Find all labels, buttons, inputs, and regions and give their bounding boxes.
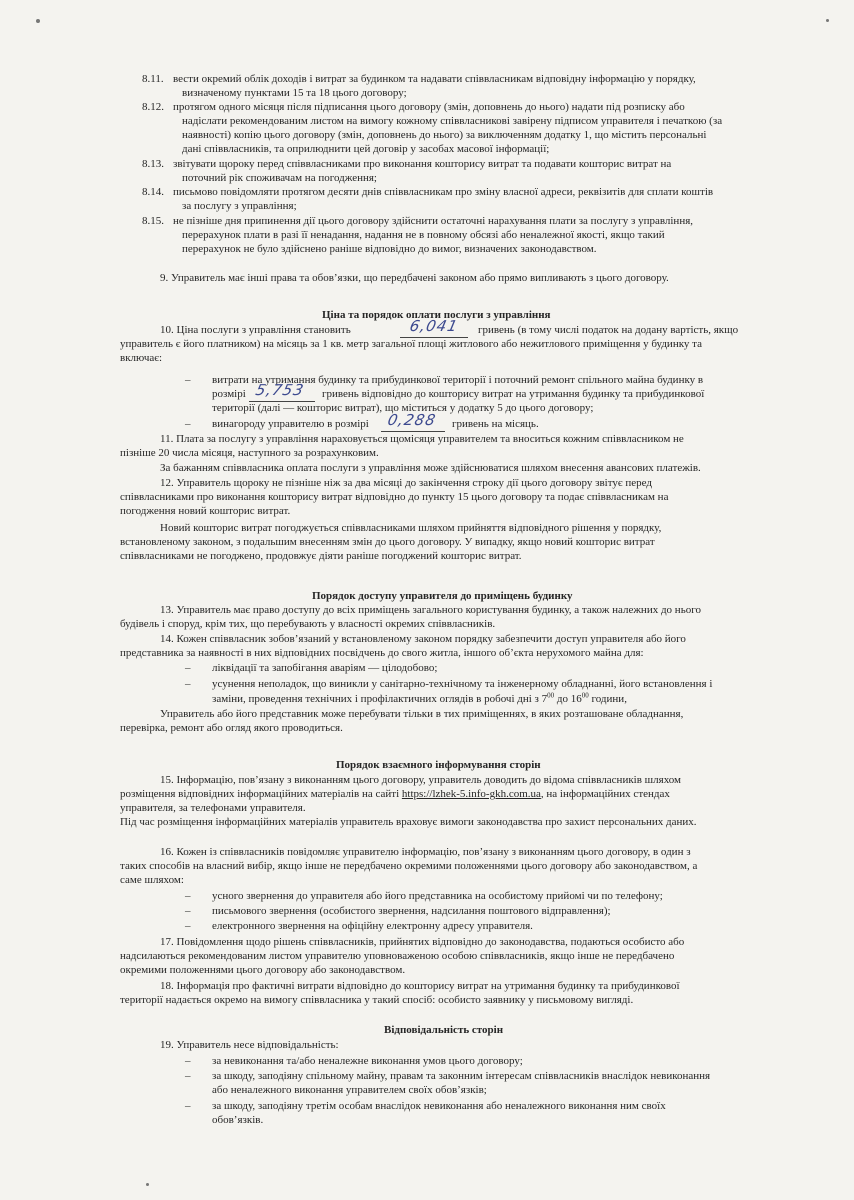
text-line: території (далі — кошторис витрат), що міститься у додатку 5 до цього договору; [212, 402, 594, 414]
text-line: витрати на утримання будинку та прибудинкової території і поточний ремонт спільного майна будинку в [212, 374, 704, 386]
text-line: таких способів на власний вибір, якщо інше не передбачено окремими положеннями цього договору або законодавством, а [120, 860, 698, 872]
dash: – [185, 905, 191, 917]
clause-number: 8.13. [142, 158, 164, 170]
text-line: визначеному пунктами 15 та 18 цього договору; [182, 87, 407, 99]
text-line: протягом одного місяця після підписання цього договору (змін, доповнень до нього) надати під розписку або [173, 101, 685, 113]
clause-number: 8.11. [142, 73, 164, 85]
text-line: Новий кошторис витрат погоджується співвласниками шляхом прийняття відповідного рішення у порядку, [160, 522, 662, 534]
dash: – [185, 920, 191, 932]
text-line: співвласниками не погоджено, продовжує діяти раніше погоджений кошторис витрат. [120, 550, 522, 562]
clause-number: 8.12. [142, 101, 164, 113]
section-heading-info: Порядок взаємного інформування сторін [336, 759, 541, 771]
text-line: перерахунок не було здійснено раніше відповідно до вимог, визначених законодавством. [182, 243, 597, 255]
website-link[interactable]: https://lzhek-5.info-gkh.com.ua [401, 788, 541, 800]
text-line: 15. Інформацію, пов’язану з виконанням цього договору, управитель доводить до відома співвласників шляхом [160, 774, 682, 786]
scan-speck [826, 19, 829, 22]
text-line: перевірка, ремонт або огляд якого проводиться. [120, 722, 343, 734]
text-line: надсилаються рекомендованим листом управителю уповноваженою особою співвласників, якщо інше не передбачено [120, 950, 675, 962]
dash: – [185, 418, 191, 430]
text-line: 16. Кожен із співвласників повідомляє управителю інформацію, пов’язану з виконанням цього договору, в один з [160, 846, 691, 858]
handwritten-price: 6,041 [408, 317, 460, 335]
list-item: за невиконання та/або неналежне виконання умов цього договору; [212, 1055, 523, 1067]
section-heading-price: Ціна та порядок оплати послуги з управління [322, 309, 551, 321]
dash: – [185, 1070, 191, 1082]
text-segment: , на інформаційних стендах [540, 788, 670, 800]
text-line [120, 787, 670, 801]
list-item: за шкоду, заподіяну спільному майну, правам та законним інтересам співвласників внаслідок невиконання [212, 1070, 711, 1082]
text-line: території надається окремо на вимогу співвласника у такий спосіб: особисто заявнику у письмовому вигляді. [120, 994, 634, 1006]
text-line: 10. Ціна послуги з управління становить [160, 324, 351, 336]
text-line: будівель і споруд, крім тих, що перебувають у власності окремих співвласників. [120, 618, 496, 630]
text-line: За бажанням співвласника оплата послуги з управління може здійснюватися шляхом внесення авансових платежів. [160, 462, 701, 474]
dash: – [185, 1055, 191, 1067]
text-line: представника за наявності в них відповідних посвідчень до свого житла, іншого об’єкта нерухомого майна для: [120, 647, 644, 659]
list-item: електронного звернення на офіційну електронну адресу управителя. [212, 920, 533, 932]
list-item: або неналежного виконання управителем своїх обов’язків; [212, 1084, 487, 1096]
text-line: встановленому законом, з подальшим внесенням змін до цього договору. У випадку, якщо новий кошторис витрат [120, 536, 655, 548]
list-item: письмового звернення (особистого звернення, надсилання поштового відправлення); [212, 905, 611, 917]
text-line: розмірі [212, 388, 246, 400]
text-line: 12. Управитель щороку не пізніше ніж за два місяці до закінчення строку дії цього договору звітує перед [160, 477, 652, 489]
text-line: вести окремий облік доходів і витрат за будинком та надавати співвласникам відповідну інформацію у порядку, [173, 73, 696, 85]
text-line: гривень відповідно до кошторису витрат на утримання будинку та прибудинкової [322, 388, 705, 400]
clause-9: 9. Управитель має інші права та обов’язки, що передбачені законом або прямо випливають з цього договору. [160, 272, 669, 284]
list-item: за шкоду, заподіяну третім особам внаслідок невиконання або неналежного виконання ним своїх [212, 1100, 666, 1112]
text-line: 19. Управитель несе відповідальність: [160, 1039, 339, 1051]
text-line: включає: [120, 352, 163, 364]
text-line: наявності) копію цього договору (змін, доповнень до нього) за виключенням додатку 1, що містить персональні [182, 129, 707, 141]
text-segment: години, [588, 693, 627, 705]
text-line: 11. Плата за послугу з управління нараховується щомісяця управителем та вноситься кожним співвласником не [160, 433, 684, 445]
text-line: не пізніше дня припинення дії цього договору здійснити остаточні нарахування плати за послугу з управління, [173, 215, 694, 227]
text-line: ліквідації та запобігання аваріям — цілодобово; [212, 662, 438, 674]
scan-speck [146, 1183, 149, 1186]
handwritten-maintenance-cost: 5,753 [254, 381, 306, 399]
text-line: 17. Повідомлення щодо рішень співвласників, прийнятих відповідно до законодавства, подаються особисто або [160, 936, 685, 948]
text-line: гривень на місяць. [452, 418, 539, 430]
text-line: надіслати рекомендованим листом на вимогу кожному співвласникові завірену підписом управителя і печаткою (за [182, 115, 723, 127]
list-item: усного звернення до управителя або його представника на особистому прийомі чи по телефону; [212, 890, 663, 902]
text-line: гривень (в тому числі податок на додану вартість, якщо [478, 324, 739, 336]
clause-number: 8.14. [142, 186, 164, 198]
text-line: Управитель або його представник може перебувати тільки в тих приміщеннях, в яких розташоване обладнання, [160, 708, 684, 720]
superscript: 00 [547, 691, 555, 700]
list-item: обов’язків. [212, 1114, 264, 1126]
text-line: 18. Інформація про фактичні витрати відповідно до кошторису витрат на утримання будинку та прибудинкової [160, 980, 680, 992]
superscript: 00 [581, 691, 589, 700]
text-line: окремими положеннями цього договору або законодавством. [120, 964, 406, 976]
text-line [212, 692, 627, 706]
text-segment: заміни, проведення технічних і профілактичних оглядів в робочі дні з 7 [212, 693, 548, 705]
text-line: 13. Управитель має право доступу до всіх приміщень загального користування будинку, а також належних до нього [160, 604, 701, 616]
text-line: винагороду управителю в розмірі [212, 418, 369, 430]
handwritten-fee: 0,288 [386, 411, 438, 429]
text-line: управитель є його платником) на місяць за 1 кв. метр загальної площі житлового або нежитлового приміщення у будинку та [120, 338, 702, 350]
text-line: саме шляхом: [120, 874, 184, 886]
text-segment: до 16 [554, 693, 582, 705]
text-line: погодження новий кошторис витрат. [120, 505, 291, 517]
clause-number: 8.15. [142, 215, 164, 227]
section-heading-liability: Відповідальність сторін [384, 1024, 504, 1036]
dash: – [185, 1100, 191, 1112]
text-line: перерахунок плати в разі її ненадання, надання не в повному обсязі або неналежної якості, якщо такий [182, 229, 665, 241]
text-line: за послугу з управління; [182, 200, 297, 212]
text-line: усунення неполадок, що виникли у санітарно-технічному та інженерному обладнанні, його встановлення і [212, 678, 713, 690]
dash: – [185, 374, 191, 386]
dash: – [185, 662, 191, 674]
text-line: управителя, за телефонами управителя. [120, 802, 306, 814]
scan-speck [36, 19, 40, 23]
text-line: письмово повідомляти протягом десяти днів співвласникам про зміну власної адреси, реквізитів для сплати коштів [173, 186, 714, 198]
text-line: Під час розміщення інформаційних матеріалів управитель враховує вимоги законодавства про захист персональних даних. [120, 816, 697, 828]
dash: – [185, 890, 191, 902]
text-line: звітувати щороку перед співвласниками про виконання кошторису витрат та подавати кошторис витрат на [173, 158, 672, 170]
text-line: пізніше 20 числа місяця, наступного за розрахунковим. [120, 447, 379, 459]
text-line: співвласниками про виконання кошторису витрат відповідно до пункту 15 цього договору та подає співвласникам на [120, 491, 669, 503]
text-line: поточний рік споживачам на погодження; [182, 172, 377, 184]
text-segment: розміщення відповідних інформаційних матеріалів на сайті [120, 788, 400, 800]
text-line: дані співвласників, та оприлюднити цей договір у засобах масової інформації; [182, 143, 550, 155]
section-heading-access: Порядок доступу управителя до приміщень будинку [312, 590, 573, 602]
text-line: 14. Кожен співвласник зобов’язаний у встановленому законом порядку забезпечити доступ управителя або його [160, 633, 686, 645]
dash: – [185, 678, 191, 690]
